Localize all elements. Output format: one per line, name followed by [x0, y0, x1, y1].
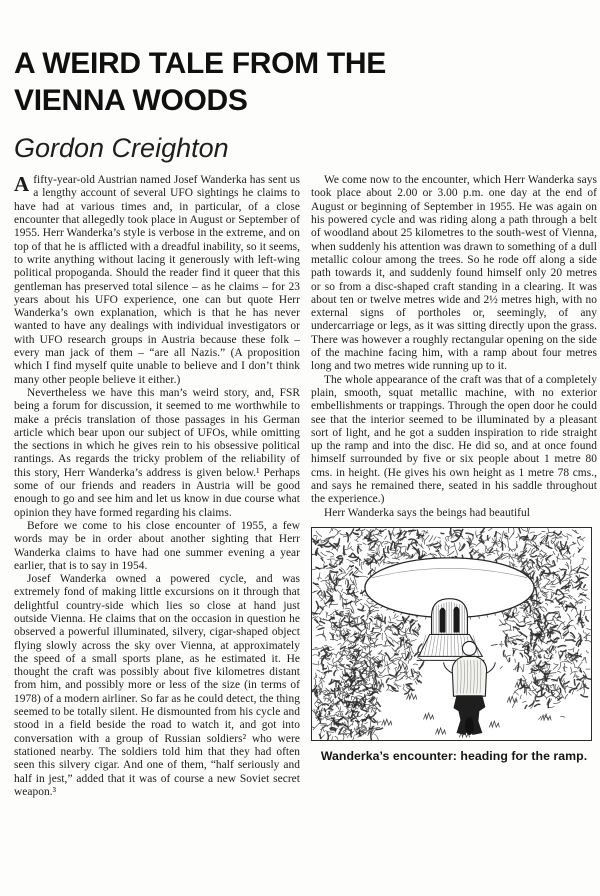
title-line-1: A WEIRD TALE FROM THE: [14, 47, 386, 80]
article-body: [14, 172, 597, 799]
article-title: [14, 46, 586, 119]
paragraph: Josef Wanderka owned a powered cycle, and was extremely fond of making little excursions on it through that delightful country-side which lies so close at hand just outside Vienna. He claims that on the occasion in question he observed a powerful illuminated, silvery, cigar-shaped object flying slowly across the sky over Vienna, at approximately the speed of a small sports plane, as he estimated it. He thought the craft was possibly about five kilometres distant from him, and possibly more or less of the size (in terms of 1978) of a modern airliner. So far as he could detect, the thing seemed to be totally silent. He dismounted from his cycle and stood in a field beside the road to watch it, and got into conversation with a group of Russian soldiers² who were stationed nearby. The soldiers told him that they had often seen this silvery cigar. And one of them, “half seriously and half in jest,” added that it was of course a new Soviet secret weapon.³: [14, 573, 300, 798]
paragraph-lead: [14, 174, 300, 387]
title-line-2: VIENNA WOODS: [14, 83, 248, 117]
paragraph: Herr Wanderka says the beings had beautiful: [324, 506, 530, 519]
masthead: [14, 46, 586, 163]
byline-author: Gordon Creighton: [14, 133, 229, 164]
paragraph: Before we come to his close encounter of 1955, a few words may be in order about another sighting that Herr Wanderka claims to have had one summer evening a year earlier, that is to say in 1954.: [14, 519, 300, 572]
figure-caption: Wanderka’s encounter: heading for the ramp.: [320, 748, 588, 763]
encounter-sketch-illustration: [312, 528, 591, 740]
column-right: [311, 174, 597, 799]
illustration-frame: [311, 527, 592, 741]
paragraph: We come now to the encounter, which Herr Wanderka says took place about 2.00 or 3.00 p.m. one day at the end of August or beginning of September in 1955. He was again on his powered cycle and was riding along a path through a belt of woodland about 25 kilometres to the south-west of Vienna, when suddenly his attention was drawn to something of a dull metallic colour among the trees. So he rode off along a side path towards it, and suddenly found himself only 20 metres or so from a disc-shaped craft standing in a clearing. It was about ten or twelve metres wide and 2½ metres high, with no external signs of portholes or, seemingly, of any undercarriage or legs, as it was sitting directly upon the grass. There was however a roughly rectangular opening on the side of the machine facing him, with a ramp about four metres long and two metres wide running up to it.: [311, 174, 597, 373]
encounter-figure: [311, 527, 597, 763]
ufo-doorway: [432, 599, 468, 635]
magazine-page: [0, 46, 600, 799]
paragraph: The whole appearance of the craft was that of a completely plain, smooth, squat metallic machine, with no exterior embellishments or trappings. Through the open door he could see that the interior seemed to be illuminated by a pleasant sort of light, and he got a sudden inspiration to ride straight up the ramp and into the disc. He did so, and at once found himself surrounded by five or six people about 1 metre 80 cms. in height. (He gives his own height as 1 metre 78 cms., and says he remained there, seated in his saddle throughout the experience.): [311, 373, 597, 506]
column-left: [14, 174, 300, 799]
paragraph-lead-text: fifty-year-old Austrian named Josef Wanderka has sent us a lengthy account of several UFO sightings he claims to have had at various times and, in particular, of a close encounter that allegedly took place in August or September of 1955. Herr Wanderka’s style is verbose in the extreme, and on top of that he is afflicted with a dreadful inability, so it seems, to write anything without lacing it generously with left-wing political propoganda. Should the reader find it queer that this gentleman has preserved total silence – as he claims – for 23 years about his UFO experience, one can but quote Herr Wanderka’s own explanation, which is that he has never wanted to have any dealings with individual investigators or with UFO research groups in Austria because these folk – every man jack of them – “are all Nazis.” (A proposition which I find myself quite unable to believe and I don’t think many other people believe it either.): [14, 174, 300, 386]
paragraph: Nevertheless we have this man’s weird story, and, FSR being a forum for discussion, it seemed to me worthwhile to make a précis translation of those passages in his German article which bear upon our subject of UFOs, while omitting the sections in which he gives rein to his obsessive political rantings. As regards the tricky problem of the reliability of this story, Herr Wanderka’s address is given below.¹ Perhaps some of our friends and readers in Austria will be good enough to go and see him and let us know in due course what opinion they have formed regarding his claims.: [14, 386, 300, 519]
drop-cap: A: [14, 172, 30, 197]
